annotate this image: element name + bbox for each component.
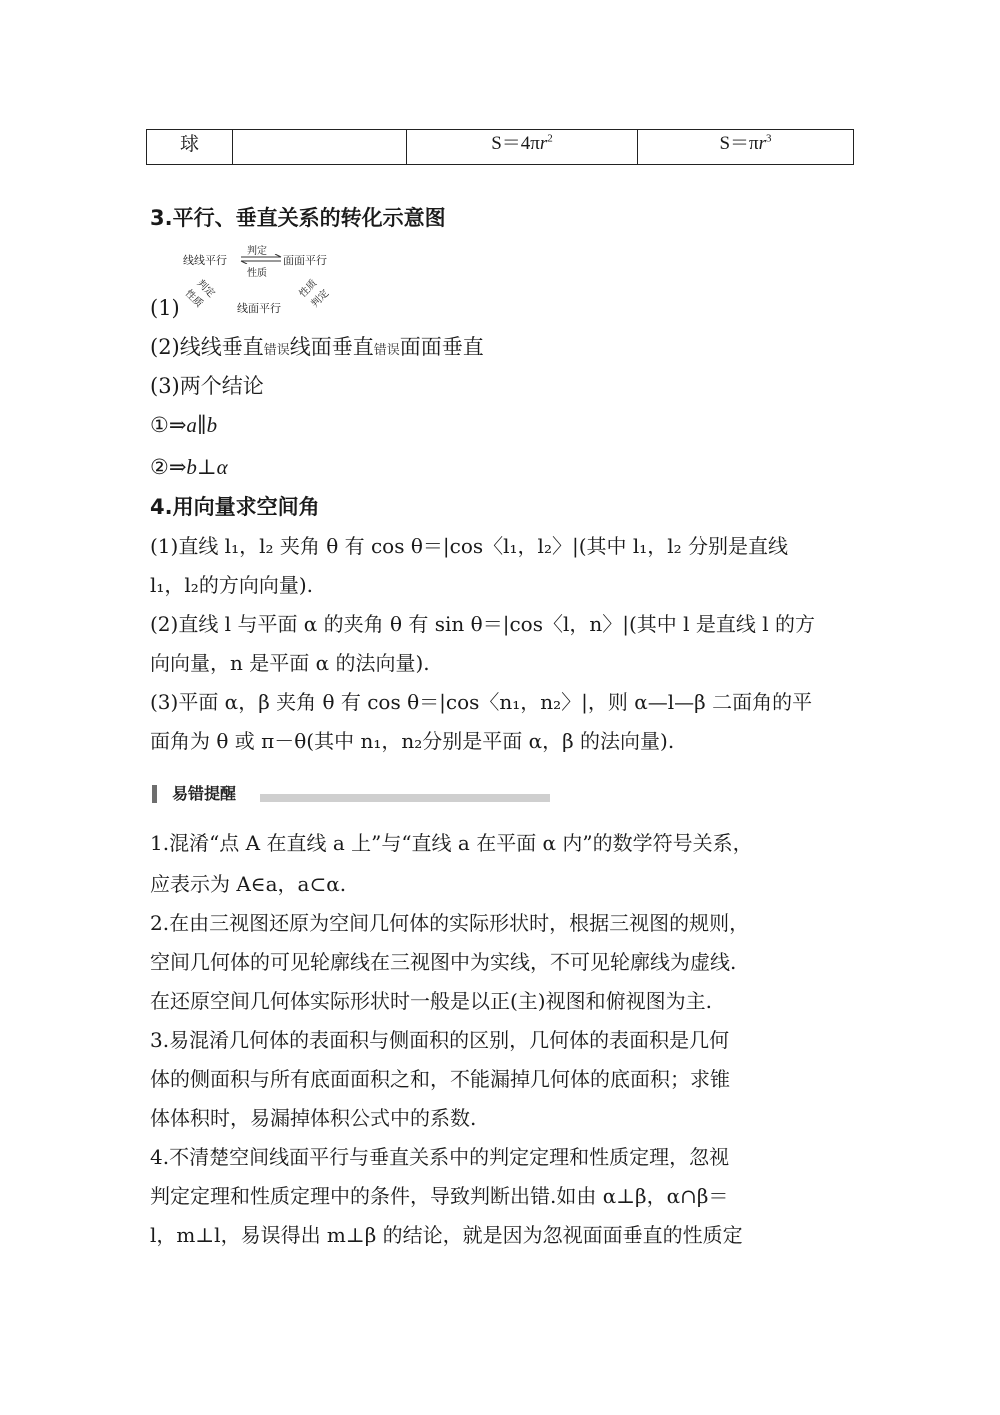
diagram-bottom: 线面平行 — [237, 302, 281, 315]
volume-var: r — [758, 133, 767, 154]
item2-end: 面面垂直 — [399, 335, 484, 359]
c1-rel: ∥ — [196, 413, 207, 437]
section4-title: 4.用向量求空间角 — [150, 495, 320, 519]
diagram-right-b: 判定 — [309, 287, 332, 310]
c1-prefix: ①⇒ — [150, 413, 187, 437]
tip-line: 1.混淆“点 A 在直线 a 上”与“直线 a 在平面 α 内”的数学符号关系， — [150, 831, 753, 855]
tip-line: 2.在由三视图还原为空间几何体的实际形状时，根据三视图的规则， — [150, 911, 750, 935]
diagram-arrow-bottom: 性质 — [247, 268, 267, 279]
surface-prefix: S＝4π — [491, 133, 540, 154]
table-cell-empty — [233, 130, 407, 164]
p3-line2: 面角为 θ 或 π－θ(其中 n₁，n₂分别是平面 α，β 的法向量). — [150, 729, 675, 753]
tips-rule — [260, 794, 550, 802]
p2-line1: (2)直线 l 与平面 α 的夹角 θ 有 sin θ＝|cos〈l，n〉|(其中 l 是直线 l 的方 — [150, 612, 815, 636]
c2-prefix: ②⇒ — [150, 455, 187, 479]
tip-line: 判定定理和性质定理中的条件，导致判断出错.如由 α⊥β，α∩β＝ — [150, 1184, 729, 1208]
item2-mid: 线面垂直 — [289, 335, 374, 359]
tip-line: 3.易混淆几何体的表面积与侧面积的区别，几何体的表面积是几何 — [150, 1028, 730, 1052]
diagram-top-left: 线线平行 — [183, 254, 227, 267]
tip-line: 4.不清楚空间线面平行与垂直关系中的判定定理和性质定理，忽视 — [150, 1145, 730, 1169]
table-cell-volume — [638, 130, 853, 164]
tip-line: 空间几何体的可见轮廓线在三视图中为实线，不可见轮廓线为虚线. — [150, 950, 737, 974]
item2-line — [150, 332, 860, 366]
p1-line2: l₁，l₂的方向向量). — [150, 573, 313, 597]
diagram-top-right: 面面平行 — [283, 254, 327, 267]
c2-b: b — [186, 455, 197, 479]
section3-title: 3.平行、垂直关系的转化示意图 — [150, 206, 446, 230]
item3-line: (3)两个结论 — [150, 374, 264, 398]
p2-line2: 向向量，n 是平面 α 的法向量). — [150, 651, 430, 675]
conclusion-2 — [150, 452, 860, 482]
table-cell-name: 球 — [147, 130, 233, 164]
table-cell-surface — [407, 130, 638, 164]
tip-line: 在还原空间几何体实际形状时一般是以正(主)视图和俯视图为主. — [150, 989, 712, 1013]
item1-label: (1) — [150, 296, 180, 320]
tips-header — [150, 783, 552, 805]
item2-start: (2)线线垂直 — [150, 335, 264, 359]
diagram-arrow-top: 判定 — [247, 246, 267, 257]
item2-arrow-2: 错误 — [373, 343, 400, 358]
diagram-left-b: 性质 — [182, 287, 205, 310]
conclusion-1 — [150, 410, 860, 440]
volume-prefix: S＝π — [719, 133, 759, 154]
surface-exp: 2 — [547, 132, 553, 145]
c1-b: b — [206, 413, 218, 437]
tip-line: 体体积时，易漏掉体积公式中的系数. — [150, 1106, 477, 1130]
tip-line: 体的侧面积与所有底面面积之和，不能漏掉几何体的底面积；求锥 — [150, 1067, 730, 1091]
item2-arrow: 错误 — [263, 343, 290, 358]
tip-line: 应表示为 A∈a，a⊂α. — [150, 872, 347, 896]
c2-alpha: α — [216, 455, 228, 479]
c2-rel: ⊥ — [196, 455, 217, 479]
formula-table-row — [146, 129, 854, 165]
diagram-left-a: 判定 — [194, 277, 217, 300]
c1-a: a — [186, 413, 197, 437]
tips-bar-marker — [152, 785, 157, 803]
tips-label: 易错提醒 — [172, 784, 237, 803]
diagram-right-a: 性质 — [297, 277, 320, 300]
p1-line1: (1)直线 l₁，l₂ 夹角 θ 有 cos θ＝|cos〈l₁，l₂〉|(其中 l₁，l₂ 分别是直线 — [150, 534, 789, 558]
surface-var: r — [539, 133, 548, 154]
p3-line1: (3)平面 α，β 夹角 θ 有 cos θ＝|cos〈n₁，n₂〉|，则 α—l—β 二面角的平 — [150, 690, 813, 714]
volume-exp: 3 — [766, 132, 772, 145]
double-arrow-icon — [239, 254, 283, 264]
tip-line: l，m⊥l，易误得出 m⊥β 的结论，就是因为忽视面面垂直的性质定 — [150, 1223, 743, 1247]
